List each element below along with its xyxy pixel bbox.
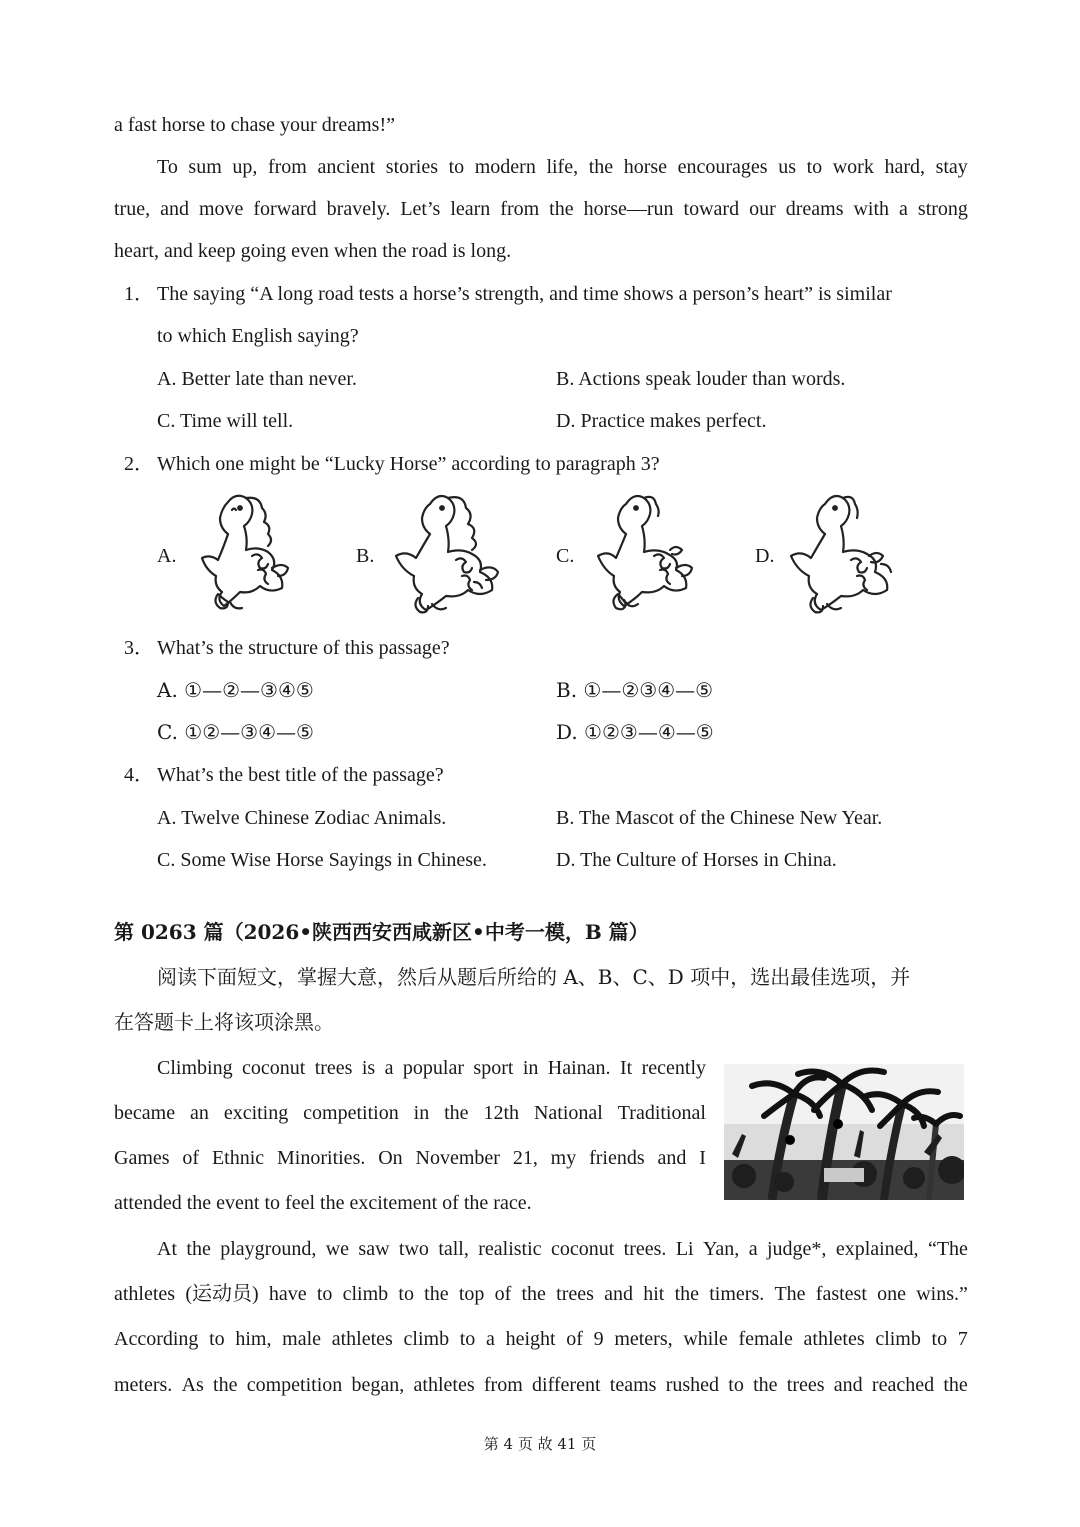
word: the <box>213 1374 238 1396</box>
passage-line <box>114 1281 968 1307</box>
word: athletes <box>331 1328 393 1350</box>
passage-line <box>114 196 968 222</box>
horse-illustration-d[interactable] <box>785 490 915 618</box>
word: the <box>674 1283 700 1305</box>
passage-line: heart, and keep going even when the road is long. <box>114 240 512 262</box>
question-number: 1． <box>124 283 154 305</box>
word: from <box>483 1374 523 1396</box>
word: To <box>157 156 178 178</box>
word: Let’s <box>400 198 441 220</box>
word: sum <box>188 156 222 178</box>
word: male <box>282 1328 322 1350</box>
word: to <box>931 1328 948 1350</box>
word: up, <box>232 156 258 178</box>
word: move <box>198 198 244 220</box>
word: reached <box>871 1374 935 1396</box>
word: wins.” <box>916 1283 968 1305</box>
word: Games <box>114 1147 170 1169</box>
word: strong <box>917 198 968 220</box>
word: a <box>384 1057 394 1079</box>
word: recently <box>641 1057 706 1079</box>
word: competition <box>246 1374 343 1396</box>
word: of <box>566 1328 583 1350</box>
word: trees. <box>623 1238 667 1260</box>
word: “The <box>927 1238 968 1260</box>
word: the <box>521 1283 546 1305</box>
word: to <box>398 1283 414 1305</box>
question-text: What’s the best title of the passage? <box>157 764 444 786</box>
word: meters. <box>114 1374 173 1396</box>
word: have <box>268 1283 307 1305</box>
question-number: 2． <box>124 453 154 475</box>
word: hit <box>643 1283 665 1305</box>
word: I <box>699 1147 706 1169</box>
word: modern <box>474 156 536 178</box>
word: to <box>448 156 465 178</box>
option-c[interactable]: C. ①②—③④—⑤ <box>157 720 314 744</box>
option-d[interactable]: D. The Culture of Horses in China. <box>556 849 837 871</box>
word: Traditional <box>617 1102 706 1124</box>
question-text: What’s the structure of this passage? <box>157 637 450 659</box>
word: fastest <box>815 1283 867 1305</box>
word: Li <box>675 1238 694 1260</box>
word: with <box>853 198 890 220</box>
word: forward <box>253 198 317 220</box>
word: life, <box>546 156 579 178</box>
word: an <box>190 1102 209 1124</box>
word: to <box>209 1328 225 1350</box>
word: the <box>186 1238 211 1260</box>
word: horse <box>623 156 668 178</box>
option-b[interactable]: B. ①—②③④—⑤ <box>556 678 714 702</box>
instruction-text: 在答题卡上将该项涂黑。 <box>114 1010 334 1034</box>
option-d[interactable]: D. Practice makes perfect. <box>556 410 767 432</box>
word: in <box>413 1102 430 1124</box>
word: dreams <box>785 198 844 220</box>
option-c[interactable]: C. Some Wise Horse Sayings in Chinese. <box>157 849 487 871</box>
word: friends <box>589 1147 645 1169</box>
horse-illustration-c[interactable] <box>588 490 708 618</box>
passage-line <box>114 1100 706 1126</box>
word: athletes <box>413 1374 475 1396</box>
question-text: to which English saying? <box>157 325 359 347</box>
word: Hainan. <box>547 1057 611 1079</box>
word: hard, <box>884 156 925 178</box>
word: At <box>157 1238 177 1260</box>
word: encourages <box>677 156 768 178</box>
word: climb <box>875 1328 921 1350</box>
word: to <box>316 1283 333 1305</box>
passage-line: a fast horse to chase your dreams!” <box>114 114 395 136</box>
word: 12th <box>483 1102 520 1124</box>
word: from <box>267 156 307 178</box>
word: coconut <box>550 1238 615 1260</box>
horse-illustration-a[interactable] <box>188 490 308 618</box>
word: stories <box>385 156 438 178</box>
word: we <box>325 1238 350 1260</box>
word: us <box>778 156 796 178</box>
option-a[interactable]: A. <box>157 545 177 567</box>
word: popular <box>402 1057 465 1079</box>
question-number: 4． <box>124 764 154 786</box>
word: work <box>832 156 874 178</box>
word: began, <box>351 1374 405 1396</box>
word: athletes <box>803 1328 865 1350</box>
word: height <box>505 1328 556 1350</box>
word: exciting <box>223 1102 289 1124</box>
word: stay <box>935 156 968 178</box>
word: true, <box>114 198 151 220</box>
word: different <box>532 1374 601 1396</box>
coconut-tree-climbing-photo <box>724 1064 964 1200</box>
word: (运动员) <box>185 1283 259 1305</box>
word: of <box>182 1147 200 1169</box>
word: the <box>943 1374 968 1396</box>
word: ancient <box>317 156 376 178</box>
word: bravely. <box>326 198 391 220</box>
word: 7 <box>957 1328 968 1350</box>
option-b[interactable]: B. Actions speak louder than words. <box>556 368 846 390</box>
word: National <box>533 1102 603 1124</box>
word: and <box>833 1374 863 1396</box>
word: On <box>378 1147 403 1169</box>
word: while <box>683 1328 728 1350</box>
option-a[interactable]: A. Better late than never. <box>157 368 357 390</box>
word: trees <box>556 1283 594 1305</box>
word: one <box>877 1283 906 1305</box>
word: climb <box>342 1283 389 1305</box>
word: athletes <box>114 1283 176 1305</box>
word: learn <box>450 198 491 220</box>
passage-line <box>114 1145 706 1171</box>
option-c[interactable]: C. <box>556 545 575 567</box>
word: playground, <box>220 1238 317 1260</box>
page-footer: 第 4 页 故 41 页 <box>483 1435 597 1453</box>
option-b[interactable]: B. The Mascot of the Chinese New Year. <box>556 807 883 829</box>
word: judge*, <box>766 1238 827 1260</box>
word: Yan, <box>702 1238 740 1260</box>
passage-line <box>157 154 968 180</box>
question-text: Which one might be “Lucky Horse” according to paragraph 3? <box>157 453 660 475</box>
passage-line <box>157 1055 706 1081</box>
option-d[interactable]: D. ①②③—④—⑤ <box>556 720 714 744</box>
option-d[interactable]: D. <box>755 545 775 567</box>
word: climb <box>403 1328 450 1350</box>
word: the <box>444 1102 469 1124</box>
word: him, <box>235 1328 272 1350</box>
word: trees <box>314 1057 353 1079</box>
word: and <box>604 1283 634 1305</box>
passage-line <box>114 1372 968 1398</box>
word: the <box>588 156 614 178</box>
word: 9 <box>593 1328 604 1350</box>
word: and <box>657 1147 687 1169</box>
word: November <box>415 1147 500 1169</box>
word: a <box>899 198 908 220</box>
word: is <box>361 1057 376 1079</box>
word: Minorities. <box>277 1147 366 1169</box>
word: sport <box>473 1057 514 1079</box>
word: our <box>749 198 776 220</box>
section-heading: 第 0263 篇（2026•陕西西安西咸新区•中考一模，B 篇） <box>114 920 649 944</box>
word: and <box>160 198 189 220</box>
word: to <box>806 156 823 178</box>
word: competition <box>303 1102 399 1124</box>
word: meters, <box>614 1328 673 1350</box>
word: the <box>549 198 574 220</box>
word: The <box>774 1283 806 1305</box>
word: According <box>114 1328 199 1350</box>
word: to <box>459 1328 476 1350</box>
question-number: 3． <box>124 637 154 659</box>
word: horse—run <box>583 198 674 220</box>
word: As <box>181 1374 204 1396</box>
option-c[interactable]: C. Time will tell. <box>157 410 294 432</box>
word: a <box>486 1328 495 1350</box>
option-a[interactable]: A. ①—②—③④⑤ <box>157 678 314 702</box>
horse-illustration-b[interactable] <box>388 490 518 618</box>
word: my <box>550 1147 577 1169</box>
word: Ethnic <box>211 1147 265 1169</box>
word: in <box>522 1057 539 1079</box>
word: teams <box>609 1374 657 1396</box>
word: toward <box>683 198 740 220</box>
word: explained, <box>835 1238 919 1260</box>
question-text: The saying “A long road tests a horse’s strength, and time shows a person’s heart” is similar <box>157 283 892 305</box>
word: became <box>114 1102 176 1124</box>
word: to <box>728 1374 744 1396</box>
word: of <box>494 1283 512 1305</box>
word: saw <box>358 1238 390 1260</box>
word: trees <box>786 1374 825 1396</box>
word: tall, <box>438 1238 469 1260</box>
instruction-text: 阅读下面短文，掌握大意，然后从题后所给的 A、B、C、D 项中，选出最佳选项，并 <box>157 965 911 989</box>
word: female <box>738 1328 793 1350</box>
word: the <box>424 1283 449 1305</box>
word: the <box>753 1374 778 1396</box>
passage-line: attended the event to feel the excitement of the race. <box>114 1192 532 1214</box>
word: top <box>458 1283 485 1305</box>
word: Climbing <box>157 1057 233 1079</box>
option-b[interactable]: B. <box>356 545 375 567</box>
word: a <box>748 1238 758 1260</box>
word: timers. <box>709 1283 765 1305</box>
option-a[interactable]: A. Twelve Chinese Zodiac Animals. <box>157 807 447 829</box>
passage-line <box>157 1236 968 1262</box>
word: It <box>619 1057 633 1079</box>
word: rushed <box>665 1374 720 1396</box>
word: coconut <box>241 1057 306 1079</box>
word: realistic <box>478 1238 542 1260</box>
word: two <box>398 1238 429 1260</box>
word: from <box>500 198 540 220</box>
passage-line <box>114 1326 968 1352</box>
word: 21, <box>512 1147 538 1169</box>
